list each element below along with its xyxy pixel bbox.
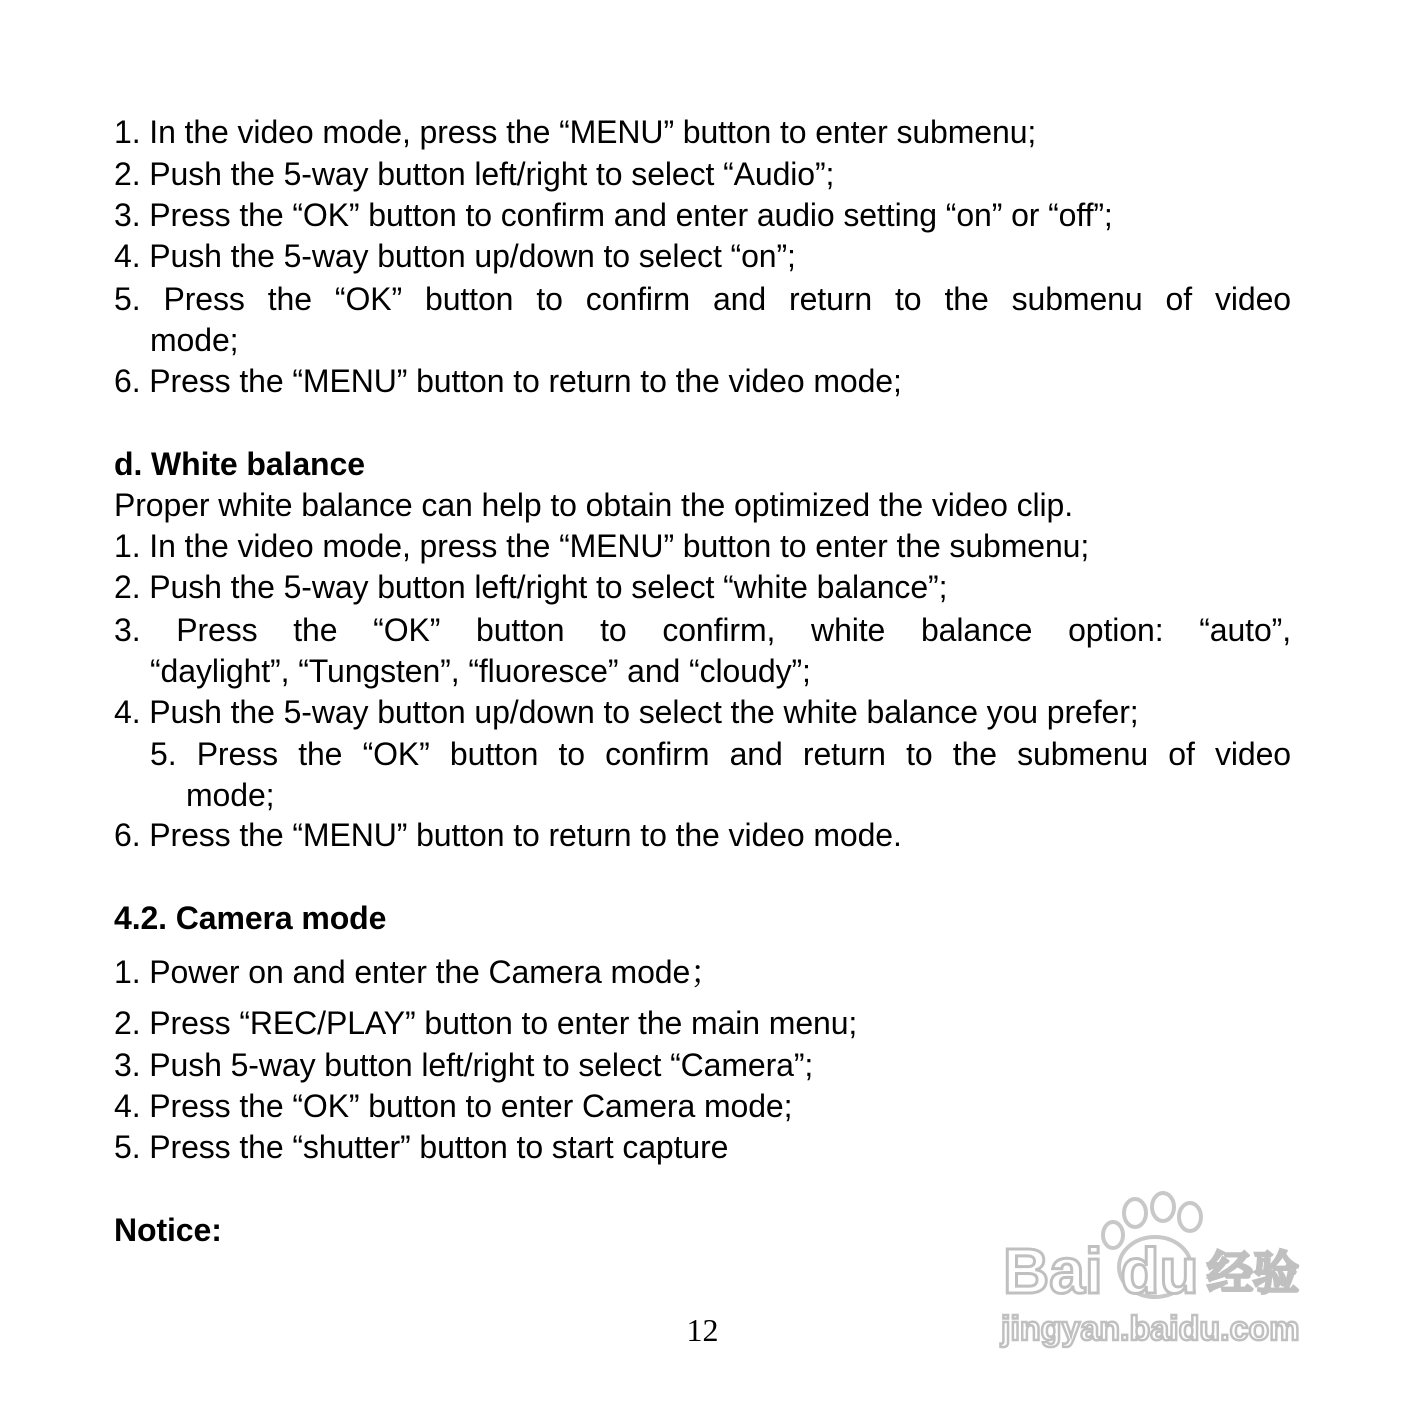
white-balance-step-5: 5. Press the “OK” button to confirm and return to the submenu of video: [150, 736, 1291, 772]
camera-mode-step-4: 4. Press the “OK” button to enter Camera mode;: [114, 1088, 793, 1124]
watermark-brand: Bai du: [1003, 1235, 1199, 1307]
camera-mode-step-2: 2. Press “REC/PLAY” button to enter the main menu;: [114, 1005, 858, 1041]
notice-heading: Notice:: [114, 1212, 222, 1248]
white-balance-step-1: 1. In the video mode, press the “MENU” button to enter the submenu;: [114, 528, 1090, 564]
white-balance-step-3: 3. Press the “OK” button to confirm, white balance option: “auto”,: [114, 612, 1291, 648]
audio-step-5-continued: mode;: [150, 322, 239, 358]
audio-step-4: 4. Push the 5-way button up/down to select “on”;: [114, 238, 796, 274]
white-balance-heading: d. White balance: [114, 446, 365, 482]
watermark-brand-cn: 经验: [1207, 1246, 1299, 1300]
white-balance-step-3-continued: “daylight”, “Tungsten”, “fluoresce” and “cloudy”;: [150, 653, 811, 689]
camera-mode-step-3: 3. Push 5-way button left/right to select “Camera”;: [114, 1047, 814, 1083]
white-balance-step-5-continued: mode;: [186, 777, 275, 813]
audio-step-6: 6. Press the “MENU” button to return to the video mode;: [114, 363, 902, 399]
white-balance-step-6: 6. Press the “MENU” button to return to the video mode.: [114, 817, 902, 853]
audio-step-5: 5. Press the “OK” button to confirm and return to the submenu of video: [114, 281, 1291, 317]
white-balance-intro: Proper white balance can help to obtain the optimized the video clip.: [114, 487, 1074, 523]
camera-mode-step-5: 5. Press the “shutter” button to start capture: [114, 1129, 729, 1165]
camera-mode-heading: 4.2. Camera mode: [114, 900, 387, 936]
watermark-url: jingyan.baidu.com: [1001, 1310, 1300, 1348]
baidu-jingyan-watermark: [995, 1185, 1325, 1355]
page-number: 12: [686, 1312, 719, 1348]
white-balance-step-2: 2. Push the 5-way button left/right to select “white balance”;: [114, 569, 948, 605]
audio-step-2: 2. Push the 5-way button left/right to select “Audio”;: [114, 156, 835, 192]
audio-step-1: 1. In the video mode, press the “MENU” button to enter submenu;: [114, 114, 1037, 150]
white-balance-step-4: 4. Push the 5-way button up/down to select the white balance you prefer;: [114, 694, 1139, 730]
camera-mode-step-1: 1. Power on and enter the Camera mode；: [114, 954, 723, 990]
audio-step-3: 3. Press the “OK” button to confirm and enter audio setting “on” or “off”;: [114, 197, 1113, 233]
